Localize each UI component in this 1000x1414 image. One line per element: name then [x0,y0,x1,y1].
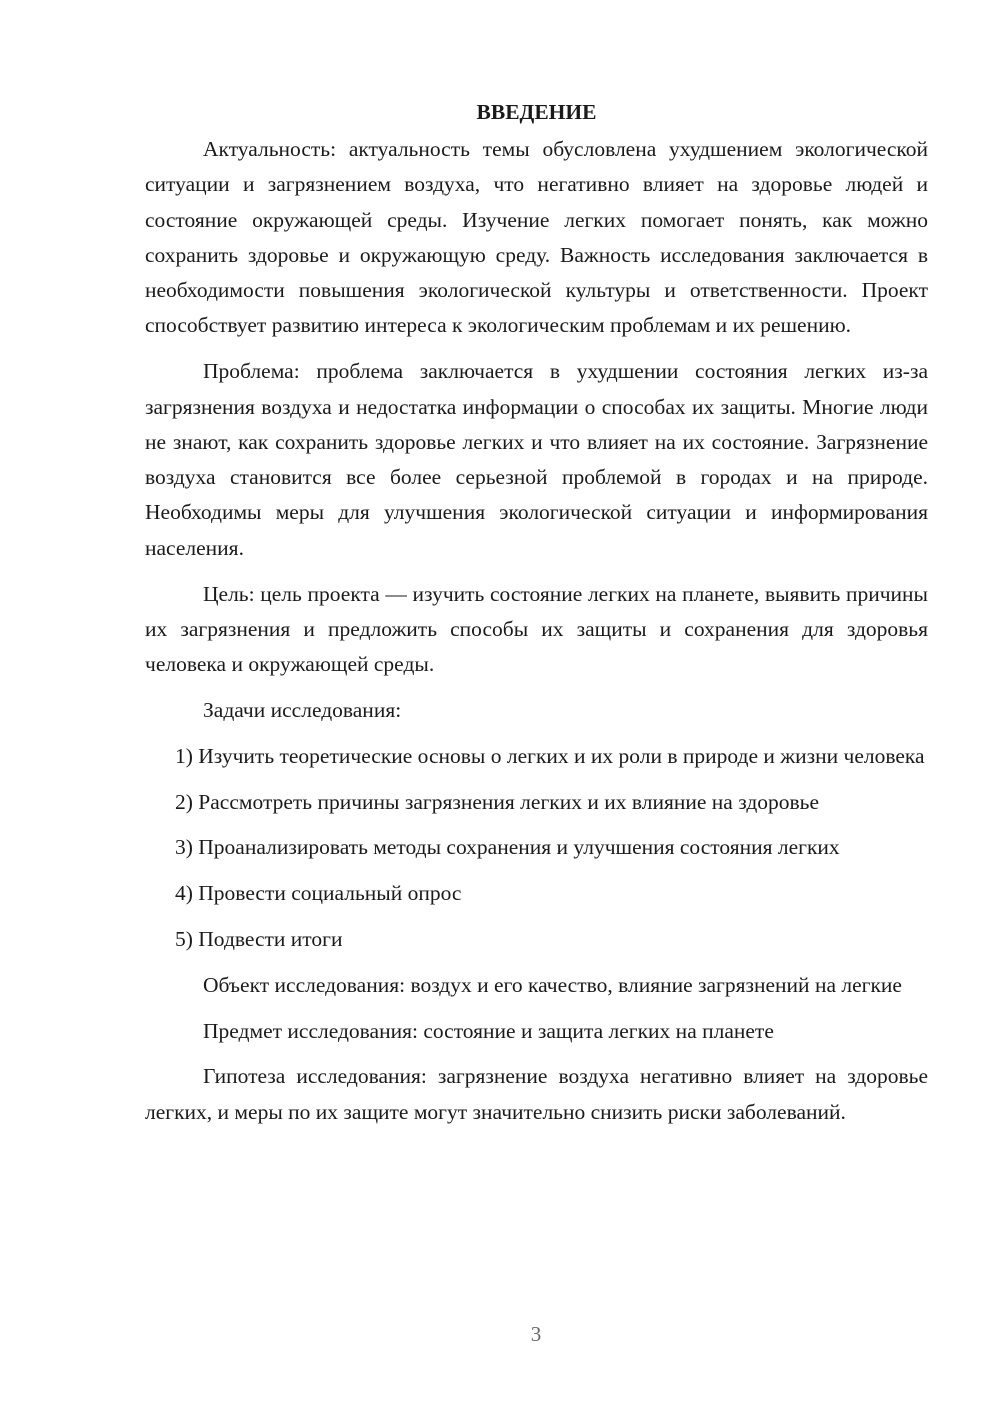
section-heading: ВВЕДЕНИЕ [476,100,597,124]
page-number: 3 [530,1322,542,1346]
paragraph-tasks-intro: Задачи исследования: [203,697,402,722]
document-page [145,92,928,1140]
task-item-5: 5) Подвести итоги [175,926,343,951]
paragraph-goal: Цель: цель проекта — изучить состояние легких на планете, выявить причины их загрязнения и предложить способы их защиты и сохранения для здоровья человека и окружающей среды. [145,581,928,677]
paragraph-object: Объект исследования: воздух и его качество, влияние загрязнений на легкие [203,972,902,997]
paragraph-relevance: Актуальность: актуальность темы обусловлена ухудшением экологической ситуации и загрязнением воздуха, что негативно влияет на здоровье людей и состояние окружающей среды. Изучение легких помогает понять, как можно сохранить здоровье и окружающую среду. Важность исследования заключается в необходимости повышения экологической культуры и ответственности. Проект способствует развитию интереса к экологическим проблемам и их решению. [145,137,928,338]
paragraph-hypothesis: Гипотеза исследования: загрязнение воздуха негативно влияет на здоровье легких, и меры по их защите могут значительно снизить риски заболеваний. [145,1064,928,1124]
task-item-3: 3) Проанализировать методы сохранения и улучшения состояния легких [175,835,840,860]
task-item-4: 4) Провести социальный опрос [175,881,462,906]
task-item-1: 1) Изучить теоретические основы о легких и их роли в природе и жизни человека [175,743,925,768]
paragraph-problem: Проблема: проблема заключается в ухудшении состояния легких из-за загрязнения воздуха и недостатка информации о способах их защиты. Многие люди не знают, как сохранить здоровье легких и что влияет на их состояние. Загрязнение воздуха становится все более серьезной проблемой в городах и на природе. Необходимы меры для улучшения экологической ситуации и информирования населения. [145,359,928,560]
paragraph-subject: Предмет исследования: состояние и защита легких на планете [203,1018,774,1043]
task-item-2: 2) Рассмотреть причины загрязнения легких и их влияние на здоровье [175,789,820,814]
